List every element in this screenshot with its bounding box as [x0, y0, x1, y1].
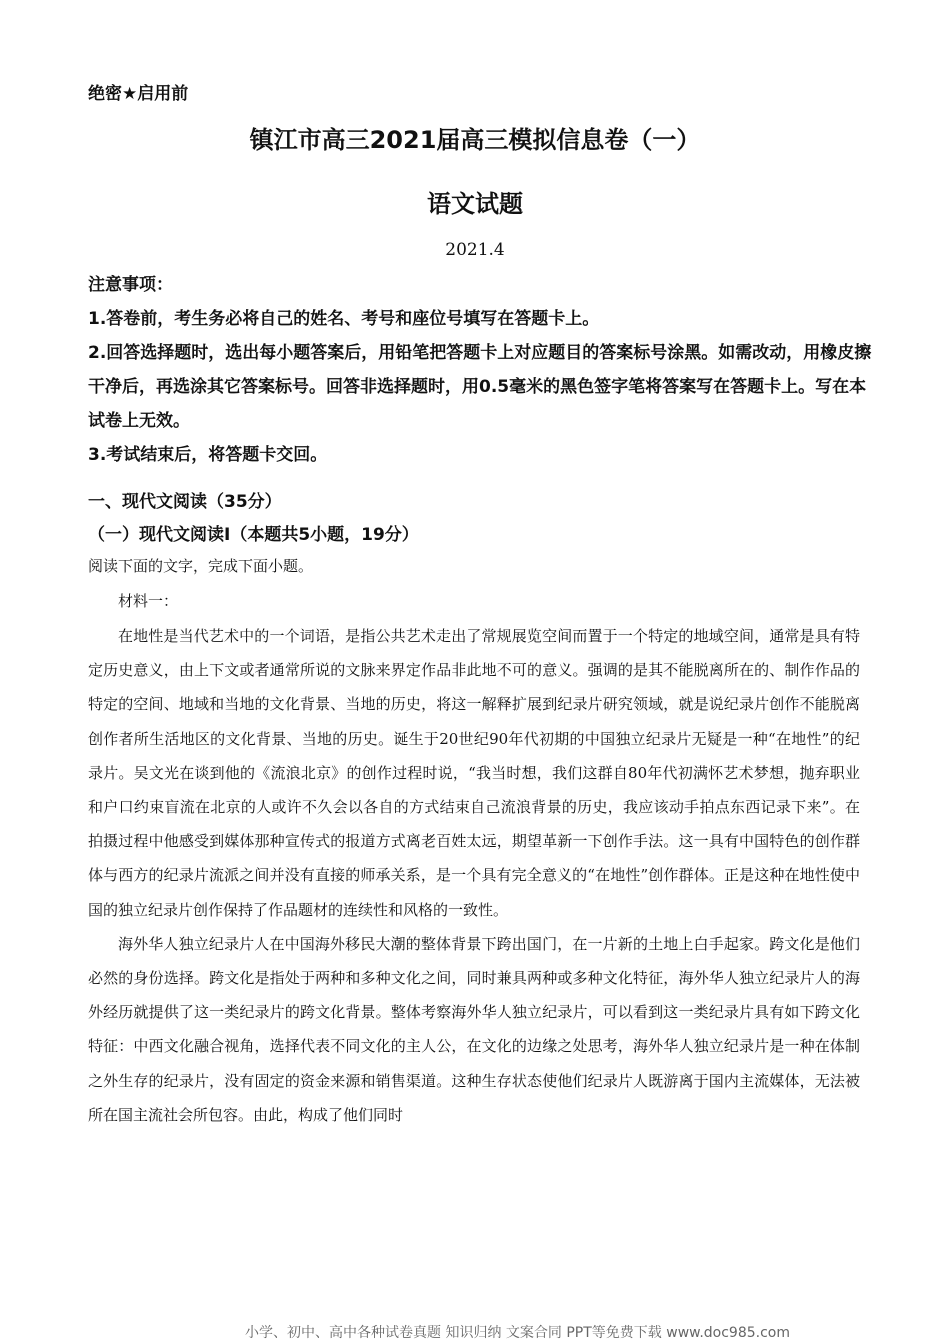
- notice-item-2: 2.回答选择题时，选出每小题答案后，用铅笔把答题卡上对应题目的答案标号涂黑。如需改动，用橡皮擦干净后，再选涂其它答案标号。回答非选择题时，用0.5毫米的黑色签字笔将答案写在答题卡上。写在本试卷上无效。: [88, 343, 872, 431]
- confidential-mark: 绝密★启用前: [88, 84, 189, 104]
- notice-heading: 注意事项：: [88, 275, 173, 295]
- notice-block: [88, 268, 878, 472]
- notice-item-3: 3.考试结束后，将答题卡交回。: [88, 445, 328, 465]
- notice-item-1: 1.答卷前，考生务必将自己的姓名、考号和座位号填写在答题卡上。: [88, 309, 600, 329]
- exam-title: 镇江市高三2021届高三模拟信息卷（一）: [249, 126, 701, 154]
- subsection-heading: （一）现代文阅读Ⅰ（本题共5小题，19分）: [88, 525, 419, 545]
- reading-instruction: 阅读下面的文字，完成下面小题。: [88, 557, 314, 575]
- section-heading: 一、现代文阅读（35分）: [88, 492, 282, 512]
- material-label: 材料一：: [118, 592, 179, 610]
- passage-paragraph-2: 海外华人独立纪录片人在中国海外移民大潮的整体背景下跨出国门，在一片新的土地上白手起家。跨文化是他们必然的身份选择。跨文化是指处于两种和多种文化之间，同时兼具两种或多种文化特征，海外华人独立纪录片人的海外经历就提供了这一类纪录片的跨文化背景。整体考察海外华人独立纪录片，可以看到这一类纪录片具有如下跨文化特征：中西文化融合视角，选择代表不同文化的主人公，在文化的边缘之处思考，海外华人独立纪录片是一种在体制之外生存的纪录片，没有固定的资金来源和销售渠道。这种生存状态使他们纪录片人既游离于国内主流媒体，无法被所在国主流社会所包容。由此，构成了他们同时: [88, 934, 860, 1124]
- passage-paragraph-1: 在地性是当代艺术中的一个词语，是指公共艺术走出了常规展览空间而置于一个特定的地域空间，通常是具有特定历史意义，由上下文或者通常所说的文脉来界定作品非此地不可的意义。强调的是其不能脱离所在的、制作作品的特定的空间、地域和当地的文化背景、当地的历史，将这一解释扩展到纪录片研究领域，就是说纪录片创作不能脱离创作者所生活地区的文化背景、当地的历史。诞生于20世纪90年代初期的中国独立纪录片无疑是一种“在地性”的纪录片。吴文光在谈到他的《流浪北京》的创作过程时说，“我当时想，我们这群自80年代初满怀艺术梦想，抛弃职业和户口约束盲流在北京的人或许不久会以各自的方式结束自己流浪背景的历史，我应该动手拍点东西记录下来”。在拍摄过程中他感受到媒体那种宣传式的报道方式离老百姓太远，期望革新一下创作手法。这一具有中国特色的创作群体与西方的纪录片流派之间并没有直接的师承关系，是一个具有完全意义的“在地性”创作群体。正是这种在地性使中国的独立纪录片创作保持了作品题材的连续性和风格的一致性。: [88, 627, 860, 919]
- passage: [88, 619, 860, 1132]
- exam-date: 2021.4: [445, 240, 505, 260]
- footer-watermark: 小学、初中、高中各种试卷真题 知识归纳 文案合同 PPT等免费下载 www.doc985.com: [245, 1325, 790, 1341]
- exam-subject: 语文试题: [427, 190, 523, 218]
